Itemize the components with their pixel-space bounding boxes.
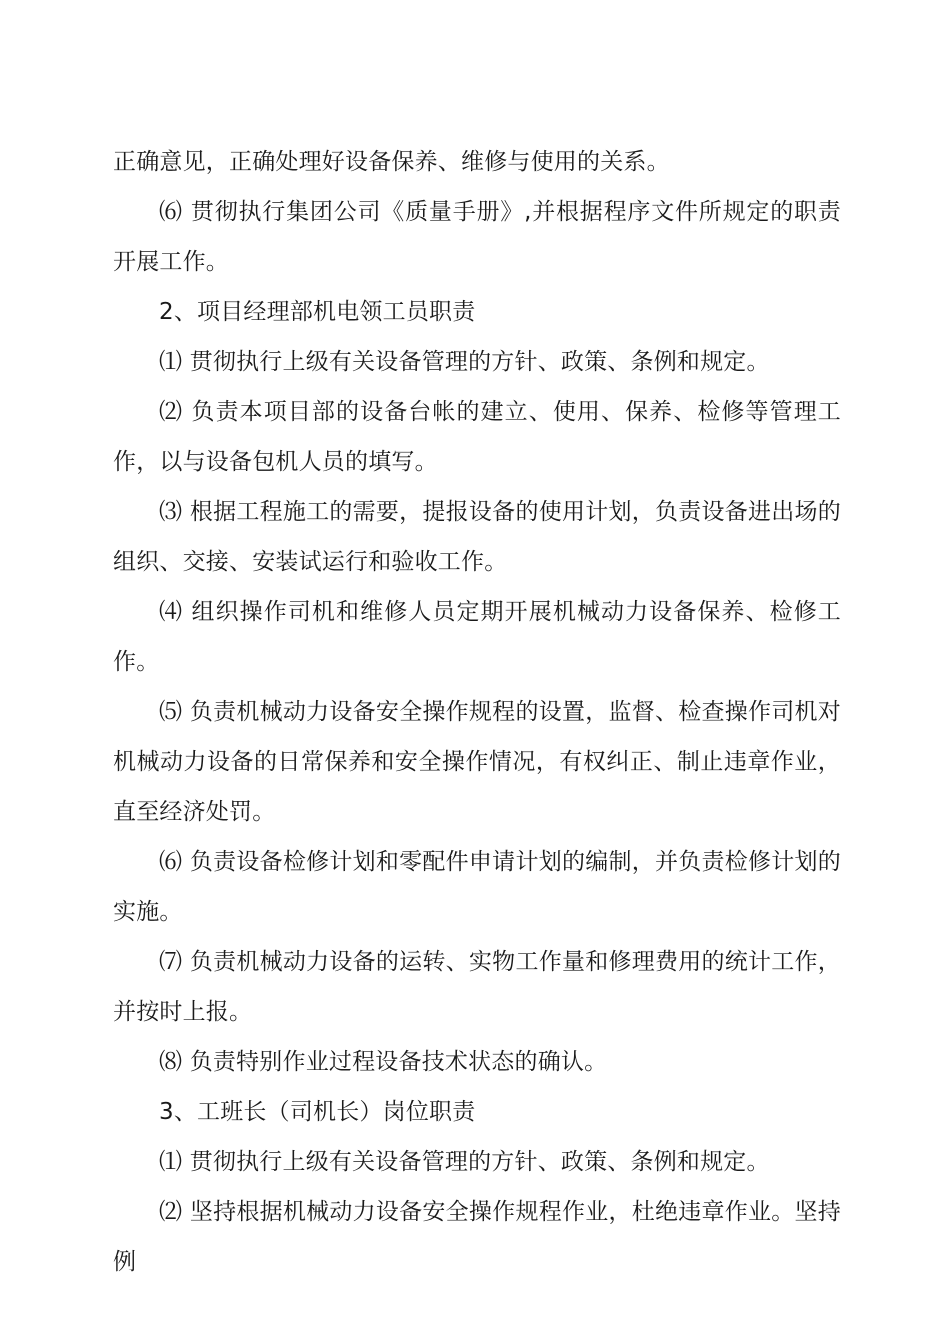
paragraph-item-6-quality-manual: ⑹ 贯彻执行集团公司《质量手册》,并根据程序文件所规定的职责开展工作。 xyxy=(113,199,841,275)
paragraph-item-1-section-3: ⑴ 贯彻执行上级有关设备管理的方针、政策、条例和规定。 xyxy=(159,1149,770,1175)
paragraph-item-6: ⑹ 负责设备检修计划和零配件申请计划的编制，并负责检修计划的实施。 xyxy=(113,849,841,925)
paragraph-item-5: ⑸ 负责机械动力设备安全操作规程的设置，监督、检查操作司机对机械动力设备的日常保养和安全操作情况，有权纠正、制止违章作业，直至经济处罚。 xyxy=(113,699,841,825)
paragraph-item-8: ⑻ 负责特别作业过程设备技术状态的确认。 xyxy=(159,1049,608,1075)
paragraph-item-2-section-3: ⑵ 坚持根据机械动力设备安全操作规程作业，杜绝违章作业。坚持例 xyxy=(113,1199,841,1275)
paragraph-continuation: 正确意见，正确处理好设备保养、维修与使用的关系。 xyxy=(113,149,670,175)
section-heading-3: 3、工班长（司机长）岗位职责 xyxy=(159,1099,476,1125)
paragraph-item-1: ⑴ 贯彻执行上级有关设备管理的方针、政策、条例和规定。 xyxy=(159,349,770,375)
section-heading-2: 2、项目经理部机电领工员职责 xyxy=(159,299,476,325)
document-body xyxy=(113,137,841,1287)
paragraph-item-3: ⑶ 根据工程施工的需要，提报设备的使用计划，负责设备进出场的组织、交接、安装试运行和验收工作。 xyxy=(113,499,841,575)
paragraph-item-7: ⑺ 负责机械动力设备的运转、实物工作量和修理费用的统计工作，并按时上报。 xyxy=(113,949,841,1025)
paragraph-item-4: ⑷ 组织操作司机和维修人员定期开展机械动力设备保养、检修工作。 xyxy=(113,599,841,675)
paragraph-item-2: ⑵ 负责本项目部的设备台帐的建立、使用、保养、检修等管理工作，以与设备包机人员的填写。 xyxy=(113,399,841,475)
